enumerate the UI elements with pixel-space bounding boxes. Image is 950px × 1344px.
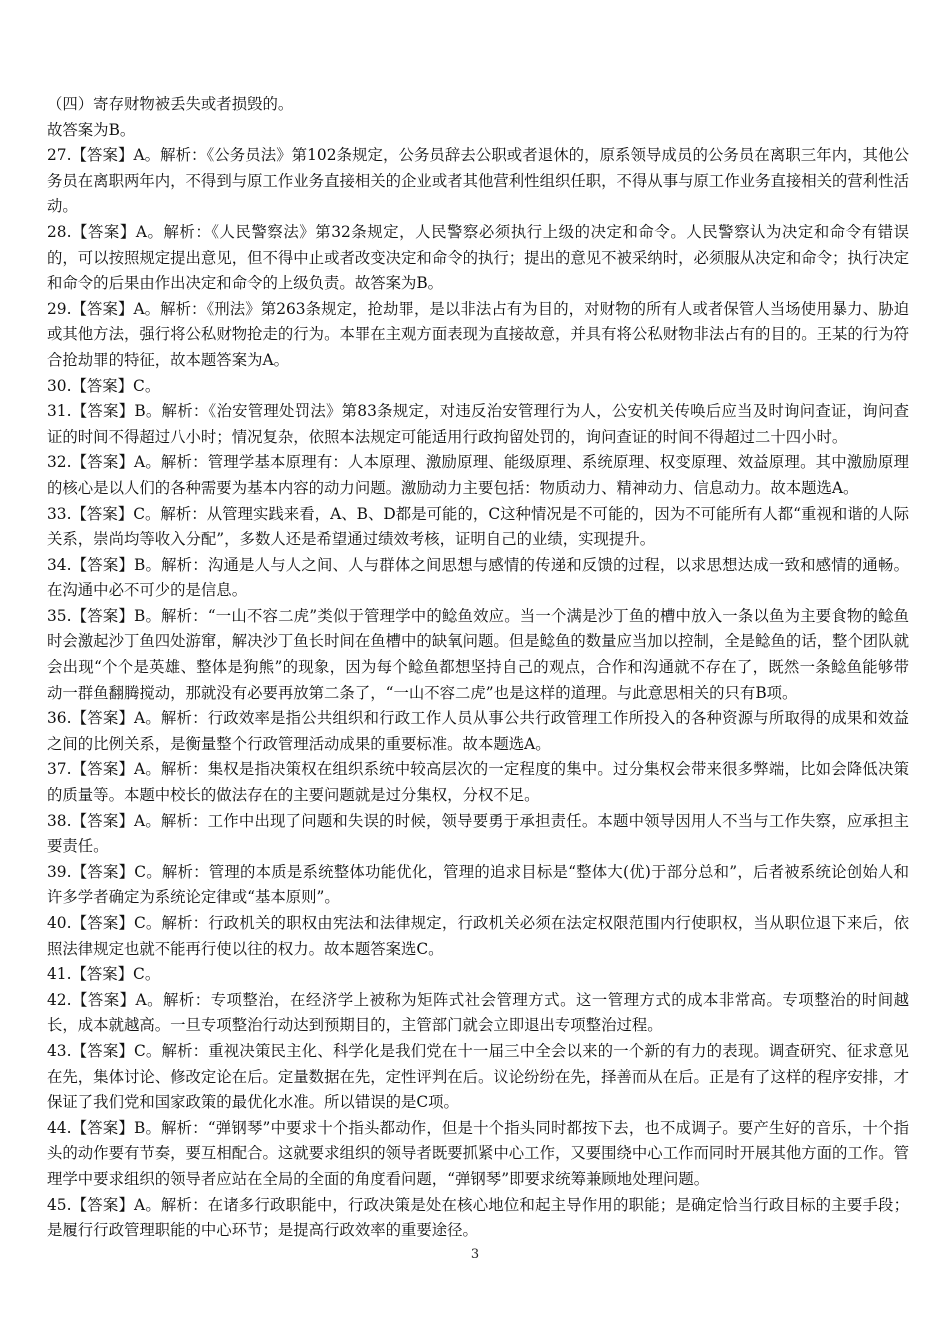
answer-explanations <box>47 92 909 1244</box>
page-number: 3 <box>470 1247 480 1262</box>
answer-33: 33.【答案】C。解析：从管理实践来看，A、B、D都是可能的，C这种情况是不可能的，因为不可能所有人都“重视和谐的人际关系，崇尚均等收入分配”，多数人还是希望通过绩效考核，证明自己的业绩，实现提升。 <box>47 504 909 549</box>
answer-29: 29.【答案】A。解析：《刑法》第263条规定，抢劫罪，是以非法占有为目的，对财物的所有人或者保管人当场使用暴力、胁迫或其他方法，强行将公私财物抢走的行为。本罪在主观方面表现为直接故意，并具有将公私财物非法占有的目的。王某的行为符合抢劫罪的特征，故本题答案为A。 <box>47 299 909 369</box>
answer-45: 45.【答案】A。解析：在诸多行政职能中，行政决策是处在核心地位和起主导作用的职能；是确定恰当行政目标的主要手段；是履行行政管理职能的中心环节；是提高行政效率的重要途径。 <box>47 1195 909 1240</box>
answer-34: 34.【答案】B。解析：沟通是人与人之间、人与群体之间思想与感情的传递和反馈的过程，以求思想达成一致和感情的通畅。在沟通中必不可少的是信息。 <box>47 555 909 600</box>
answer-32: 32.【答案】A。解析：管理学基本原理有：人本原理、激励原理、能级原理、系统原理、权变原理、效益原理。其中激励原理的核心是以人们的各种需要为基本内容的动力问题。激励动力主要包括：物质动力、精神动力、信息动力。故本题选A。 <box>47 453 909 497</box>
answer-35: 35.【答案】B。解析：“一山不容二虎”类似于管理学中的鲶鱼效应。当一个满是沙丁鱼的槽中放入一条以鱼为主要食物的鲶鱼时会激起沙丁鱼四处游窜，解决沙丁鱼长时间在鱼槽中的缺氧问题。但是鲶鱼的数量应当加以控制，全是鲶鱼的话，整个团队就会出现“个个是英雄、整体是狗熊”的现象，因为每个鲶鱼都想坚持自己的观点，合作和沟通就不存在了，既然一条鲶鱼能够带动一群鱼翻腾搅动，那就没有必要再放第二条了，“一山不容二虎”也是这样的道理。与此意思相关的只有B项。 <box>47 606 909 702</box>
answer-30: 30.【答案】C。 <box>47 376 161 395</box>
paragraph-item-4: （四）寄存财物被丢失或者损毁的。 <box>47 95 294 113</box>
answer-44: 44.【答案】B。解析：“弹钢琴”中要求十个指头都动作，但是十个指头同时都按下去，也不成调子。要产生好的音乐，十个指头的动作要有节奏，要互相配合。这就要求组织的领导者既要抓紧中心工作，又要围绕中心工作而同时开展其他方面的工作。管理学中要求组织的领导者应站在全局的全面的角度看问题，“弹钢琴”即要求统筹兼顾地处理问题。 <box>47 1118 909 1188</box>
answer-27: 27.【答案】A。解析：《公务员法》第102条规定，公务员辞去公职或者退休的，原系领导成员的公务员在离职三年内，其他公务员在离职两年内，不得到与原工作业务直接相关的企业或者其他营利性组织任职，不得从事与原工作业务直接相关的营利性活动。 <box>47 146 909 216</box>
answer-40: 40.【答案】C。解析：行政机关的职权由宪法和法律规定，行政机关必须在法定权限范围内行使职权，当从职位退下来后，依照法律规定也就不能再行使以往的权力。故本题答案选C。 <box>47 914 909 958</box>
paragraph-answer-line: 故答案为B。 <box>47 120 136 139</box>
answer-42: 42.【答案】A。解析：专项整治，在经济学上被称为矩阵式社会管理方式。这一管理方式的成本非常高。专项整治的时间越长，成本就越高。一旦专项整治行动达到预期目的，主管部门就会立即退出专项整治过程。 <box>47 990 909 1035</box>
answer-43: 43.【答案】C。解析：重视决策民主化、科学化是我们党在十一届三中全会以来的一个新的有力的表现。调查研究、征求意见在先，集体讨论、修改定论在后。定量数据在先，定性评判在后。议论纷纷在先，择善而从在后。正是有了这样的程序安排，才保证了我们党和国家政策的最优化水准。所以错误的是C项。 <box>47 1041 909 1112</box>
answer-28: 28.【答案】A。解析：《人民警察法》第32条规定，人民警察必须执行上级的决定和命令。人民警察认为决定和命令有错误的，可以按照规定提出意见，但不得中止或者改变决定和命令的执行；提出的意见不被采纳时，必须服从决定和命令；执行决定和命令的后果由作出决定和命令的上级负责。故答案为B。 <box>47 222 909 293</box>
answer-41: 41.【答案】C。 <box>47 965 161 984</box>
answer-36: 36.【答案】A。解析：行政效率是指公共组织和行政工作人员从事公共行政管理工作所投入的各种资源与所取得的成果和效益之间的比例关系，是衡量整个行政管理活动成果的重要标准。故本题选A。 <box>47 709 909 753</box>
answer-38: 38.【答案】A。解析：工作中出现了问题和失误的时候，领导要勇于承担责任。本题中领导因用人不当与工作失察，应承担主要责任。 <box>47 811 909 856</box>
answer-37: 37.【答案】A。解析：集权是指决策权在组织系统中较高层次的一定程度的集中。过分集权会带来很多弊端，比如会降低决策的质量等。本题中校长的做法存在的主要问题就是过分集权，分权不足。 <box>47 760 909 805</box>
answer-31: 31.【答案】B。解析：《治安管理处罚法》第83条规定，对违反治安管理行为人，公安机关传唤后应当及时询问查证，询问查证的时间不得超过八小时；情况复杂，依照本法规定可能适用行政拘留处罚的，询问查证的时间不得超过二十四小时。 <box>47 402 909 446</box>
answer-39: 39.【答案】C。解析：管理的本质是系统整体功能优化，管理的追求目标是“整体大(优)于部分总和”，后者被系统论创始人和许多学者确定为系统论定律或“基本原则”。 <box>47 862 909 907</box>
